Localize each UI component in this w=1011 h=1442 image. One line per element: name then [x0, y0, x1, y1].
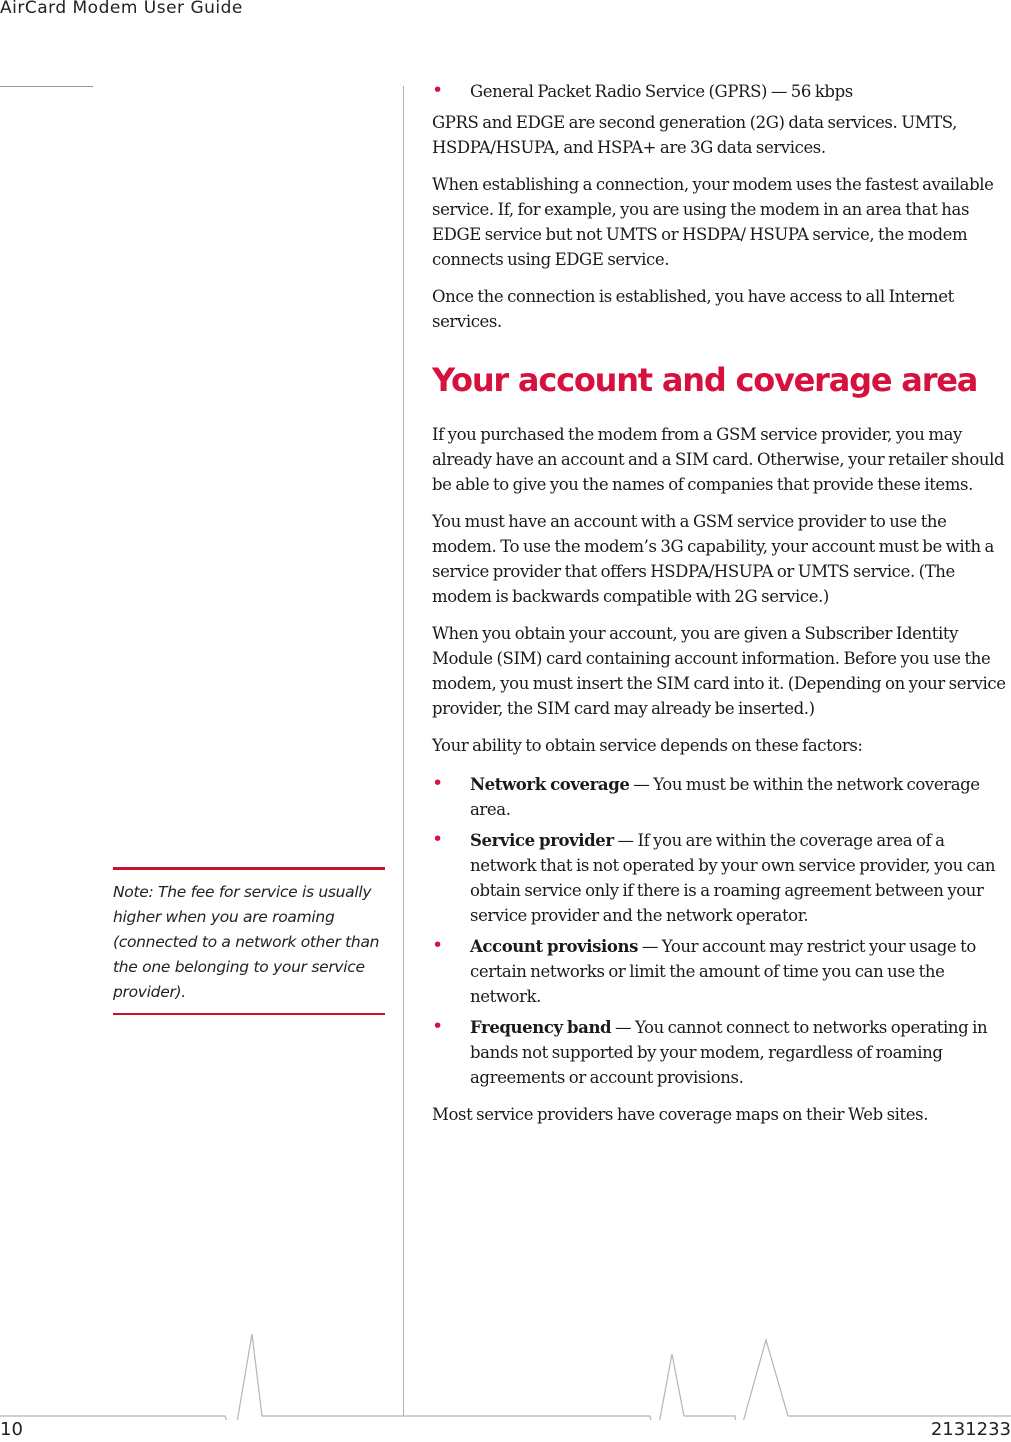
bullet-dot-icon: • — [432, 828, 443, 850]
note-text: Note: The fee for service is usually higher when you are roaming (connected to a network other than the one belonging to your service provider). — [113, 883, 380, 1001]
paragraph: GPRS and EDGE are second generation (2G) data services. UMTS, HSDPA/HSUPA, and HSPA+ are 3G data services. — [432, 113, 957, 157]
bullet-dot-icon: • — [432, 772, 443, 794]
factor-term: Network coverage — [470, 775, 630, 794]
paragraph: If you purchased the modem from a GSM service provider, you may already have an account and a SIM card. Otherwise, your retailer should be able to give you the names of companies that provide these items. — [432, 425, 1005, 494]
footer-wave-graphic — [0, 1330, 1011, 1420]
bullet-dot-icon: • — [432, 79, 443, 101]
factor-item — [432, 1015, 1010, 1090]
header-rule — [0, 86, 93, 87]
paragraph: Once the connection is established, you have access to all Internet services. — [432, 287, 954, 331]
paragraph: You must have an account with a GSM service provider to use the modem. To use the modem’s 3G capability, your account must be with a service provider that offers HSDPA/HSUPA or UMTS service. (The modem is backwards compatible with 2G service.) — [432, 512, 994, 606]
section-heading: Your account and coverage area — [432, 361, 978, 399]
paragraph: Most service providers have coverage maps on their Web sites. — [432, 1105, 929, 1124]
page-number: 10 — [0, 1419, 23, 1440]
factor-term: Account provisions — [470, 937, 638, 956]
bullet-text: General Packet Radio Service (GPRS) — 56 kbps — [470, 82, 853, 101]
paragraph: When you obtain your account, you are given a Subscriber Identity Module (SIM) card containing account information. Before you use the modem, you must insert the SIM card into it. (Depending on your service provider, the SIM card may already be inserted.) — [432, 624, 1006, 718]
paragraph: Your ability to obtain service depends on these factors: — [432, 736, 863, 755]
bullet-dot-icon: • — [432, 1015, 443, 1037]
column-divider — [403, 86, 404, 1416]
factor-desc: — You cannot connect to networks operating in bands not supported by your modem, regardless of roaming agreements or account provisions. — [470, 1018, 988, 1087]
factor-desc: — If you are within the coverage area of a network that is not operated by your own service provider, you can obtain service only if there is a roaming agreement between your service provider and the network operator. — [470, 831, 996, 925]
factor-desc: — Your account may restrict your usage to certain networks or limit the amount of time you can use the network. — [470, 937, 976, 1006]
factor-item — [432, 934, 1010, 1009]
factor-desc: — You must be within the network coverage area. — [470, 775, 980, 819]
document-number: 2131233 — [930, 1419, 1011, 1440]
main-column — [432, 79, 1010, 1139]
factor-item — [432, 828, 1010, 928]
margin-note — [113, 867, 385, 1015]
running-header: AirCard Modem User Guide — [0, 0, 243, 18]
factor-term: Frequency band — [470, 1018, 612, 1037]
factor-item — [432, 772, 1010, 822]
bullet-dot-icon: • — [432, 934, 443, 956]
speed-bullet — [432, 79, 1010, 104]
factor-term: Service provider — [470, 831, 614, 850]
paragraph: When establishing a connection, your modem uses the fastest available service. If, for example, you are using the modem in an area that has EDGE service but not UMTS or HSDPA/ HSUPA service, the modem connects using EDGE service. — [432, 175, 994, 269]
